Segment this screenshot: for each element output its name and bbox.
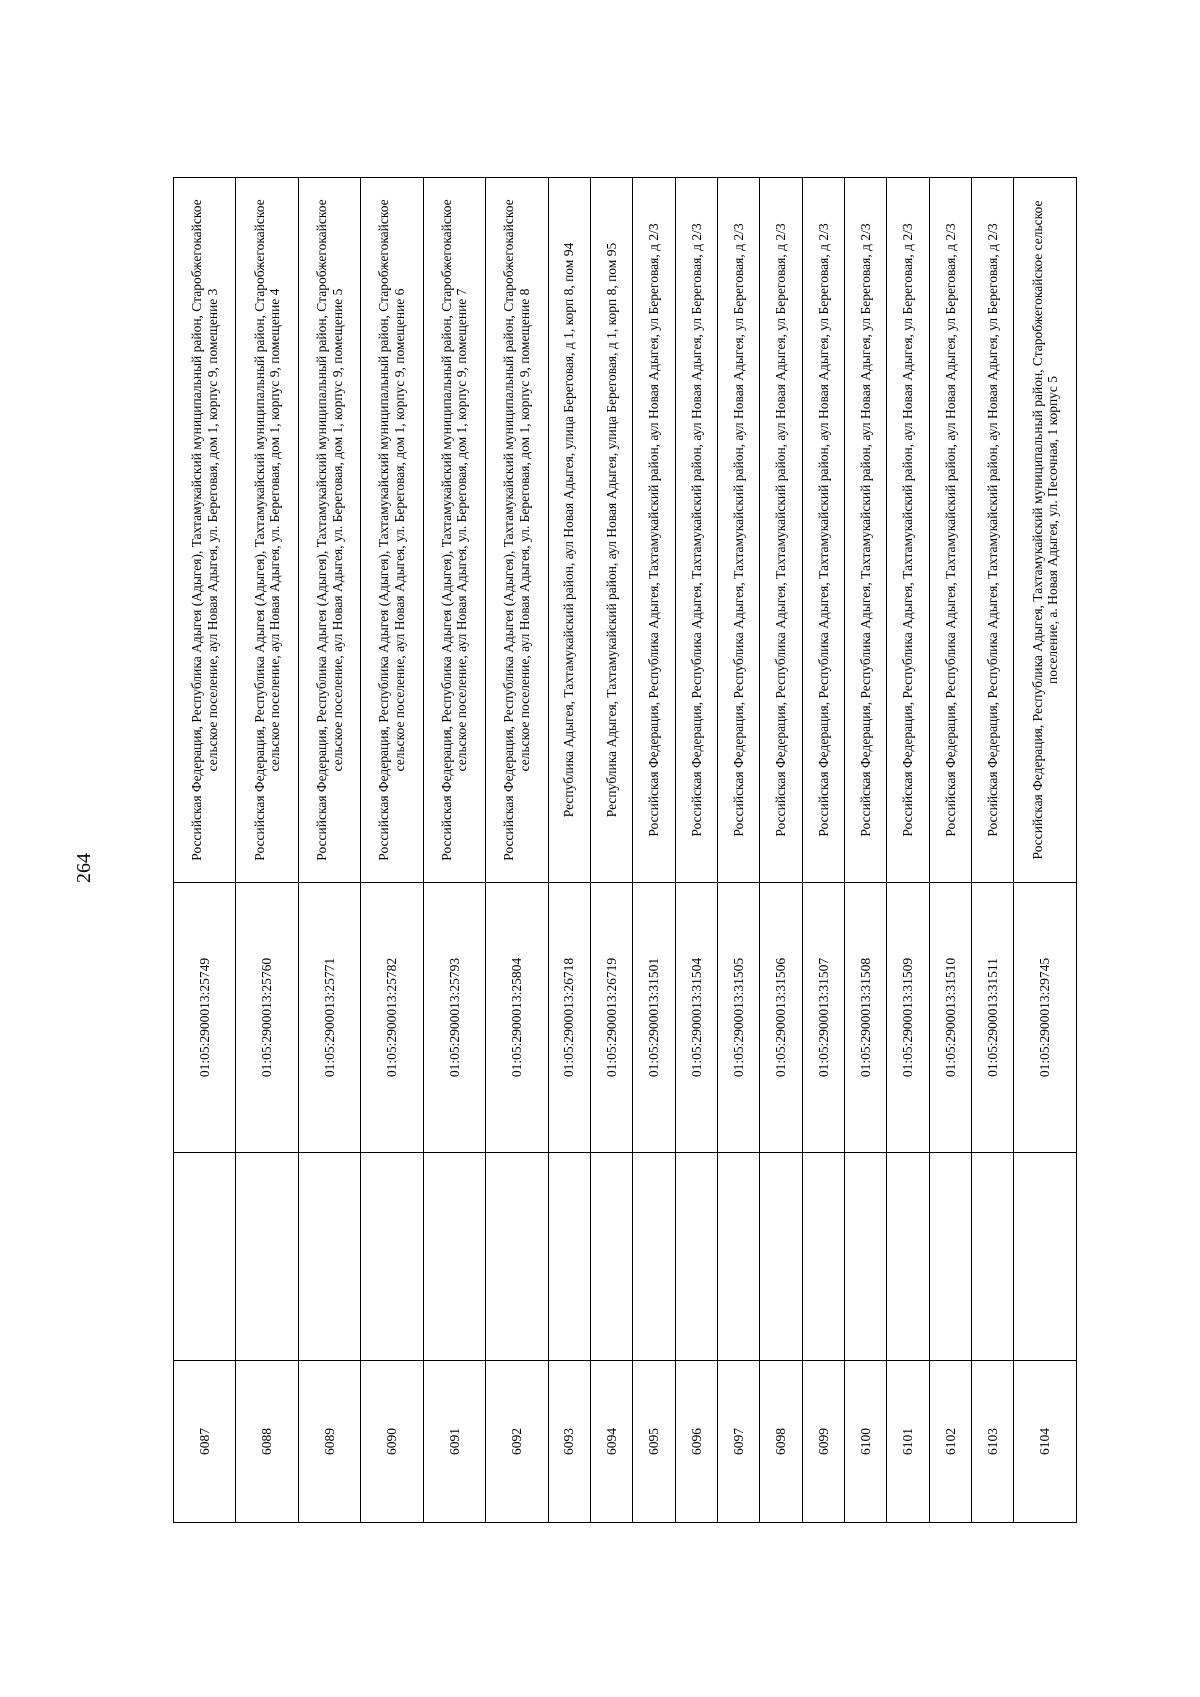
address: Российская Федерация, Республика Адыгея, Тахтамукайский район, аул Новая Адыгея, ул Береговая, д 2/3: [760, 178, 802, 883]
address: Российская Федерация, Республика Адыгея (Адыгея), Тахтамукайский муниципальный район, Старобжегокайское сельское поселение, аул Новая Адыгея, ул. Береговая, дом 1, корпус 9, помещение 4: [236, 178, 298, 883]
cadastral-number: 01:05:2900013:31509: [887, 883, 929, 1153]
empty-cell: [236, 1153, 298, 1361]
row-number: 6096: [675, 1361, 717, 1523]
address: Российская Федерация, Республика Адыгея (Адыгея), Тахтамукайский муниципальный район, Старобжегокайское сельское поселение, аул Новая Адыгея, ул. Береговая, дом 1, корпус 9, помещение 5: [298, 178, 360, 883]
row-number: 6104: [1014, 1361, 1077, 1523]
cadastral-number: 01:05:2900013:31505: [717, 883, 759, 1153]
address: Республика Адыгея, Тахтамукайский район, аул Новая Адыгея, улица Береговая, д 1, корп 8, пом 95: [590, 178, 632, 883]
row-number: 6095: [633, 1361, 675, 1523]
empty-cell: [760, 1153, 802, 1361]
row-number: 6091: [423, 1361, 485, 1523]
address: Российская Федерация, Республика Адыгея, Тахтамукайский район, аул Новая Адыгея, ул Береговая, д 2/3: [675, 178, 717, 883]
empty-cell: [548, 1153, 590, 1361]
cadastral-number: 01:05:2900013:31501: [633, 883, 675, 1153]
address: Республика Адыгея, Тахтамукайский район, аул Новая Адыгея, улица Береговая, д 1, корп 8, пом 94: [548, 178, 590, 883]
table-row: [174, 178, 236, 1523]
cadastral-number: 01:05:2900013:31504: [675, 883, 717, 1153]
empty-cell: [174, 1153, 236, 1361]
row-number: 6093: [548, 1361, 590, 1523]
address: Российская Федерация, Республика Адыгея (Адыгея), Тахтамукайский муниципальный район, Старобжегокайское сельское поселение, аул Новая Адыгея, ул. Береговая, дом 1, корпус 9, помещение 8: [486, 178, 548, 883]
row-number: 6087: [174, 1361, 236, 1523]
empty-cell: [802, 1153, 844, 1361]
address: Российская Федерация, Республика Адыгея (Адыгея), Тахтамукайский муниципальный район, Старобжегокайское сельское поселение, аул Новая Адыгея, ул. Береговая, дом 1, корпус 9, помещение 7: [423, 178, 485, 883]
table-row: [760, 178, 802, 1523]
row-number: 6092: [486, 1361, 548, 1523]
table-row: [361, 178, 423, 1523]
empty-cell: [717, 1153, 759, 1361]
table-row: [423, 178, 485, 1523]
address: Российская Федерация, Республика Адыгея, Тахтамукайский район, аул Новая Адыгея, ул Береговая, д 2/3: [717, 178, 759, 883]
address: Российская Федерация, Республика Адыгея, Тахтамукайский район, аул Новая Адыгея, ул Береговая, д 2/3: [802, 178, 844, 883]
cadastral-number: 01:05:2900013:25749: [174, 883, 236, 1153]
cadastral-number: 01:05:2900013:31508: [845, 883, 887, 1153]
table-row: [548, 178, 590, 1523]
row-number: 6100: [845, 1361, 887, 1523]
address: Российская Федерация, Республика Адыгея, Тахтамукайский район, аул Новая Адыгея, ул Береговая, д 2/3: [887, 178, 929, 883]
empty-cell: [675, 1153, 717, 1361]
cadastral-number: 01:05:2900013:31506: [760, 883, 802, 1153]
registry-table-frame: [173, 178, 1077, 1523]
row-number: 6097: [717, 1361, 759, 1523]
table-row: [929, 178, 971, 1523]
cadastral-number: 01:05:2900013:25782: [361, 883, 423, 1153]
table-row: [717, 178, 759, 1523]
cadastral-number: 01:05:2900013:25771: [298, 883, 360, 1153]
row-number: 6099: [802, 1361, 844, 1523]
table-row: [236, 178, 298, 1523]
table-row: [972, 178, 1014, 1523]
empty-cell: [590, 1153, 632, 1361]
address: Российская Федерация, Республика Адыгея (Адыгея), Тахтамукайский муниципальный район, Старобжегокайское сельское поселение, аул Новая Адыгея, ул. Береговая, дом 1, корпус 9, помещение 3: [174, 178, 236, 883]
registry-table: [173, 177, 1077, 1523]
empty-cell: [423, 1153, 485, 1361]
empty-cell: [361, 1153, 423, 1361]
address: Российская Федерация, Республика Адыгея (Адыгея), Тахтамукайский муниципальный район, Старобжегокайское сельское поселение, аул Новая Адыгея, ул. Береговая, дом 1, корпус 9, помещение 6: [361, 178, 423, 883]
empty-cell: [486, 1153, 548, 1361]
address: Российская Федерация, Республика Адыгея, Тахтамукайский район, аул Новая Адыгея, ул Береговая, д 2/3: [972, 178, 1014, 883]
empty-cell: [972, 1153, 1014, 1361]
address: Российская Федерация, Республика Адыгея, Тахтамукайский муниципальный район, Старобжегокайское сельское поселение, а. Новая Адыгея, ул. Песочная, 1 корпус 5: [1014, 178, 1077, 883]
cadastral-number: 01:05:2900013:25793: [423, 883, 485, 1153]
empty-cell: [929, 1153, 971, 1361]
address: Российская Федерация, Республика Адыгея, Тахтамукайский район, аул Новая Адыгея, ул Береговая, д 2/3: [929, 178, 971, 883]
row-number: 6088: [236, 1361, 298, 1523]
table-row: [590, 178, 632, 1523]
table-row: [887, 178, 929, 1523]
cadastral-number: 01:05:2900013:31507: [802, 883, 844, 1153]
empty-cell: [845, 1153, 887, 1361]
table-row: [845, 178, 887, 1523]
cadastral-number: 01:05:2900013:25804: [486, 883, 548, 1153]
page-number: 264: [73, 853, 95, 883]
table-row: [802, 178, 844, 1523]
cadastral-number: 01:05:2900013:29745: [1014, 883, 1077, 1153]
row-number: 6102: [929, 1361, 971, 1523]
empty-cell: [887, 1153, 929, 1361]
table-row: [298, 178, 360, 1523]
cadastral-number: 01:05:2900013:31511: [972, 883, 1014, 1153]
table-row: [1014, 178, 1077, 1523]
table-row: [486, 178, 548, 1523]
address: Российская Федерация, Республика Адыгея, Тахтамукайский район, аул Новая Адыгея, ул Береговая, д 2/3: [845, 178, 887, 883]
address: Российская Федерация, Республика Адыгея, Тахтамукайский район, аул Новая Адыгея, ул Береговая, д 2/3: [633, 178, 675, 883]
row-number: 6094: [590, 1361, 632, 1523]
empty-cell: [1014, 1153, 1077, 1361]
row-number: 6089: [298, 1361, 360, 1523]
row-number: 6103: [972, 1361, 1014, 1523]
empty-cell: [298, 1153, 360, 1361]
empty-cell: [633, 1153, 675, 1361]
table-row: [675, 178, 717, 1523]
cadastral-number: 01:05:2900013:26719: [590, 883, 632, 1153]
row-number: 6090: [361, 1361, 423, 1523]
table-row: [633, 178, 675, 1523]
row-number: 6098: [760, 1361, 802, 1523]
row-number: 6101: [887, 1361, 929, 1523]
cadastral-number: 01:05:2900013:25760: [236, 883, 298, 1153]
cadastral-number: 01:05:2900013:31510: [929, 883, 971, 1153]
cadastral-number: 01:05:2900013:26718: [548, 883, 590, 1153]
